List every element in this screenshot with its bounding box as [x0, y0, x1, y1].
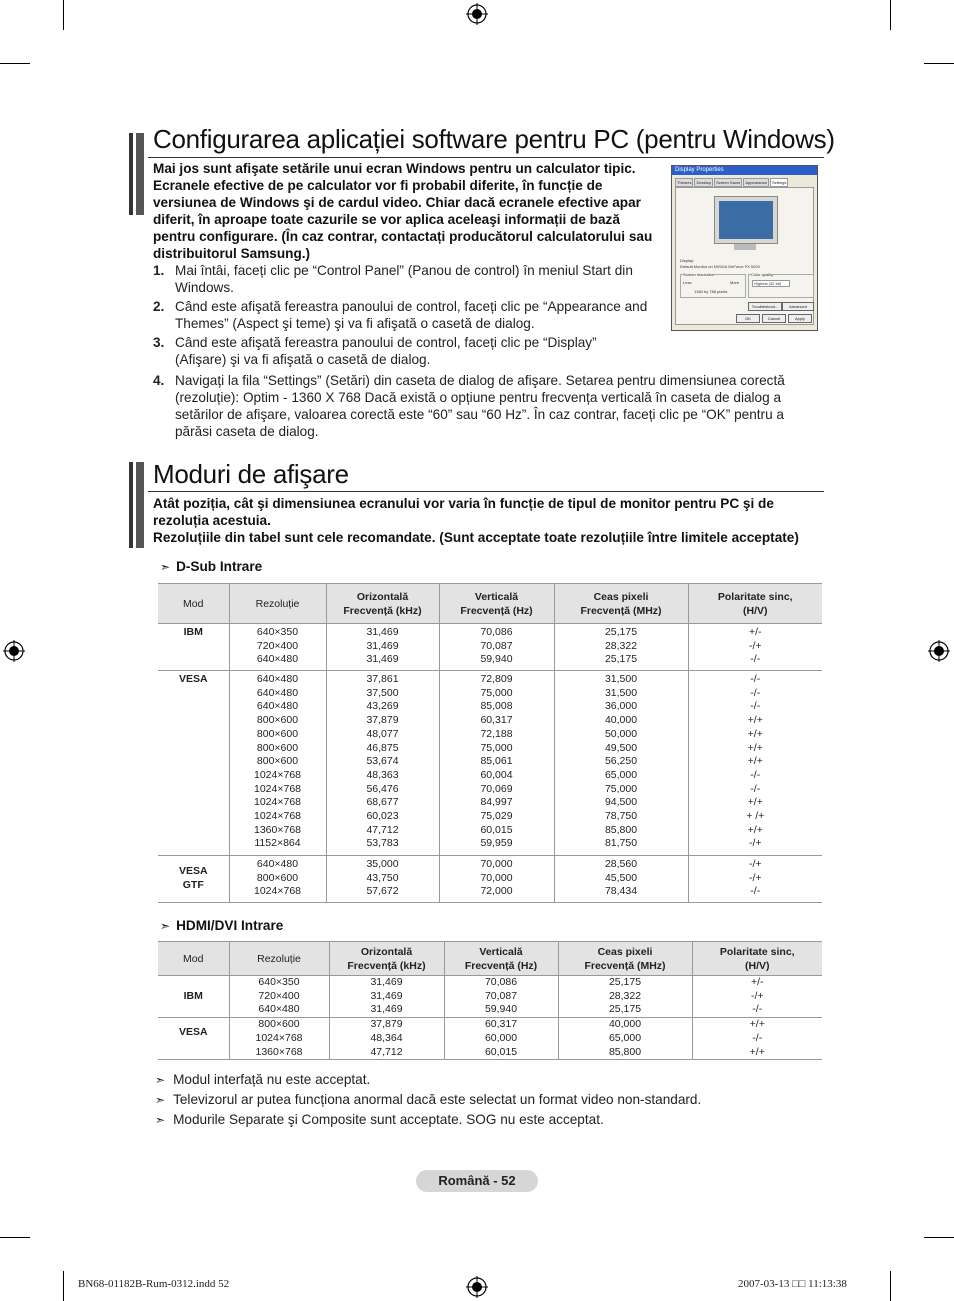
resolution-group	[680, 274, 746, 298]
step-number: 1.	[153, 263, 165, 278]
step-text: Mai întâi, faceți clic pe “Control Panel” (Panou de control) în meniul Start din Windows.	[175, 263, 633, 295]
vfreq-cell: 60,317 60,000 60,015	[444, 1018, 558, 1060]
note-text: Modurile Separate şi Composite sunt acceptate. SOG nu este acceptat.	[173, 1112, 604, 1127]
table-row	[158, 976, 822, 1018]
mode-cell: IBM	[158, 624, 229, 671]
resolution-cell: 640×350 720×400 640×480	[229, 976, 329, 1018]
crop-mark	[924, 63, 954, 64]
table-heading	[160, 918, 283, 933]
intro-paragraph: Mai jos sunt afişate setările unui ecran Windows pentru un calculator tipic. Ecranele efective de pe calculator vor fi probabil diferite, în funcție de versiunea de Windows şi de cardul video. Chiar dacă ecranele efective apar diferit, în aproape toate cazurile se vor aplica aceleaşi informații de bază pentru configurare. (În caz contrar, contactați producătorul calculatorului sau distribuitorul Samsung.)	[153, 161, 653, 261]
polarity-cell: -/+ -/+ -/-	[688, 856, 822, 903]
color-label: Color quality	[751, 272, 774, 277]
hfreq-cell: 31,469 31,469 31,469	[326, 624, 439, 671]
resolution-cell: 640×350 720×400 640×480	[229, 624, 326, 671]
arrow-icon: ➣	[160, 559, 171, 574]
steps-list	[153, 372, 819, 442]
column-header: Ceas pixeli Frecvență (MHz)	[558, 942, 692, 976]
tab-settings: Settings	[771, 180, 787, 185]
table-heading	[160, 559, 262, 574]
column-header: Orizontală Frecvență (kHz)	[326, 584, 439, 624]
hfreq-cell: 31,469 31,469 31,469	[329, 976, 444, 1018]
apply-button: Apply	[788, 314, 812, 323]
intro-paragraph: Atât poziția, cât şi dimensiunea ecranului vor varia în funcție de tipul de monitor pentru PC şi de rezoluția acestuia.	[153, 496, 774, 528]
more-label: More	[730, 280, 740, 285]
crop-mark	[0, 63, 30, 64]
table-heading-text: D-Sub Intrare	[176, 559, 263, 574]
table-row	[158, 856, 822, 903]
column-header: Orizontală Frecvență (kHz)	[329, 942, 444, 976]
tab-appearance: Appearance	[745, 180, 767, 185]
column-header: Rezoluție	[229, 584, 326, 624]
column-header: Verticală Frecvență (Hz)	[444, 942, 558, 976]
resolution-cell: 640×480 800×600 1024×768	[229, 856, 326, 903]
column-header: Rezoluție	[229, 942, 329, 976]
footer-right: 2007-03-13 □□ 11:13:38	[738, 1278, 847, 1290]
display-properties-screenshot	[671, 165, 818, 331]
mode-cell: VESA GTF	[158, 856, 229, 903]
troubleshoot-button: Troubleshoot...	[748, 302, 782, 311]
page-number-badge: Română - 52	[416, 1170, 538, 1192]
color-value: Highest (32 bit)	[752, 280, 790, 287]
resolution-label: Screen resolution	[683, 272, 715, 277]
registration-mark-icon	[928, 640, 950, 662]
step-item	[153, 262, 663, 296]
column-header: Polaritate sinc, (H/V)	[688, 584, 822, 624]
clock-cell: 25,175 28,322 25,175	[554, 624, 688, 671]
polarity-cell: +/+ -/- +/+	[692, 1018, 822, 1060]
clock-cell: 40,000 65,000 85,800	[558, 1018, 692, 1060]
cancel-button: Cancel	[762, 314, 786, 323]
registration-mark-icon	[466, 1276, 488, 1298]
hfreq-cell: 35,000 43,750 57,672	[326, 856, 439, 903]
steps-list	[153, 262, 663, 370]
crop-mark	[890, 0, 891, 30]
crop-mark	[0, 1237, 30, 1238]
note-item	[155, 1090, 701, 1110]
hdmi-table	[158, 941, 822, 1060]
resolution-value: 1360 by 768 pixels	[694, 289, 728, 294]
vfreq-cell: 70,086 70,087 59,940	[439, 624, 554, 671]
step-text: Când este afişată fereastra panoului de control, faceți clic pe “Display” (Afişare) şi va fi afişată o casetă de dialog.	[175, 335, 597, 367]
clock-cell: 31,500 31,500 36,000 40,000 50,000 49,500 56,250 65,000 75,000 94,500 78,750 85,800 81,750	[554, 671, 688, 856]
registration-mark-icon	[466, 3, 488, 25]
arrow-icon: ➣	[160, 918, 171, 933]
ok-button: OK	[736, 314, 760, 323]
mode-cell: IBM	[158, 976, 229, 1018]
clock-cell: 25,175 28,322 25,175	[558, 976, 692, 1018]
display-value: Default Monitor on NVIDIA GeForce FX 5200	[680, 264, 760, 269]
display-label: Display:	[680, 258, 695, 263]
section-rule	[148, 157, 824, 158]
table-header-row	[158, 584, 822, 624]
step-text: Când este afişată fereastra panoului de control, faceți clic pe “Appearance and Themes” (Aspect şi teme) şi va fi afişată o casetă de dialog.	[175, 299, 648, 331]
arrow-icon: ➣	[155, 1073, 166, 1087]
polarity-cell: +/- -/+ -/-	[688, 624, 822, 671]
notes-list	[155, 1070, 701, 1130]
vfreq-cell: 70,000 70,000 72,000	[439, 856, 554, 903]
polarity-cell: -/- -/- -/- +/+ +/+ +/+ +/+ -/- -/- +/+ + /+ +/+ -/+	[688, 671, 822, 856]
step-number: 2.	[153, 299, 165, 314]
tab-desktop: Desktop	[696, 180, 712, 185]
section-marker	[129, 462, 133, 548]
vfreq-cell: 70,086 70,087 59,940	[444, 976, 558, 1018]
vfreq-cell: 72,809 75,000 85,008 60,317 72,188 75,000 85,061 60,004 70,069 84,997 75,029 60,015 59,959	[439, 671, 554, 856]
table-header-row	[158, 942, 822, 976]
table-heading-text: HDMI/DVI Intrare	[176, 918, 284, 933]
section-marker	[136, 133, 144, 215]
section-rule	[148, 491, 824, 492]
column-header: Ceas pixeli Frecvență (MHz)	[554, 584, 688, 624]
polarity-cell: +/- -/+ -/-	[692, 976, 822, 1018]
section-title: Configurarea aplicației software pentru PC (pentru Windows)	[153, 124, 835, 154]
resolution-cell: 800×600 1024×768 1360×768	[229, 1018, 329, 1060]
hfreq-cell: 37,879 48,364 47,712	[329, 1018, 444, 1060]
arrow-icon: ➣	[155, 1093, 166, 1107]
advanced-button: Advanced	[782, 302, 814, 311]
monitor-icon	[714, 196, 778, 244]
section-title: Moduri de afişare	[153, 459, 349, 489]
step-number: 4.	[153, 373, 165, 388]
less-label: Less	[683, 280, 692, 285]
crop-mark	[63, 1271, 64, 1301]
mode-cell: VESA	[158, 671, 229, 856]
note-item	[155, 1070, 701, 1090]
mode-cell: VESA	[158, 1018, 229, 1060]
column-header: Mod	[158, 942, 229, 976]
table-row	[158, 624, 822, 671]
column-header: Mod	[158, 584, 229, 624]
note-item	[155, 1110, 701, 1130]
step-item	[153, 298, 663, 332]
column-header: Verticală Frecvență (Hz)	[439, 584, 554, 624]
arrow-icon: ➣	[155, 1113, 166, 1127]
step-item	[153, 372, 819, 440]
note-text: Televizorul ar putea funcționa anormal dacă este selectat un format video non-standard.	[173, 1092, 702, 1107]
settings-pane	[675, 187, 814, 325]
tab-themes: Themes	[677, 180, 692, 185]
intro-paragraph: Rezoluțiile din tabel sunt cele recomandate. (Sunt acceptate toate rezoluțiile între limitele acceptate)	[153, 530, 799, 545]
registration-mark-icon	[3, 640, 25, 662]
column-header: Polaritate sinc, (H/V)	[692, 942, 822, 976]
section-marker	[136, 462, 144, 548]
step-text: Navigați la fila “Settings” (Setări) din caseta de dialog de afişare. Setarea pentru dimensiunea corectă (rezoluție): Optim - 1360 X 768 Dacă există o opțiune pentru frecvența verticală în caseta de dialog a setărilor de afişare, valoarea corectă este “60” sau “60 Hz”. În caz contrar, faceți clic pe “OK” pentru a părăsi caseta de dialog.	[175, 373, 785, 439]
crop-mark	[924, 1237, 954, 1238]
window-title: Display Properties	[672, 166, 817, 175]
crop-mark	[890, 1271, 891, 1301]
crop-mark	[63, 0, 64, 30]
step-item	[153, 334, 639, 368]
clock-cell: 28,560 45,500 78,434	[554, 856, 688, 903]
table-row	[158, 1018, 822, 1060]
dsub-table	[158, 583, 822, 903]
section-marker	[129, 133, 133, 215]
table-row	[158, 671, 822, 856]
note-text: Modul interfață nu este acceptat.	[173, 1072, 371, 1087]
tab-screen-saver: Screen Saver	[716, 180, 741, 185]
footer-left: BN68-01182B-Rum-0312.indd 52	[78, 1278, 230, 1290]
hfreq-cell: 37,861 37,500 43,269 37,879 48,077 46,875 53,674 48,363 56,476 68,677 60,023 47,712 53,783	[326, 671, 439, 856]
resolution-cell: 640×480 640×480 640×480 800×600 800×600 800×600 800×600 1024×768 1024×768 1024×768 1024×768 1360×768 1152×864	[229, 671, 326, 856]
step-number: 3.	[153, 335, 165, 350]
